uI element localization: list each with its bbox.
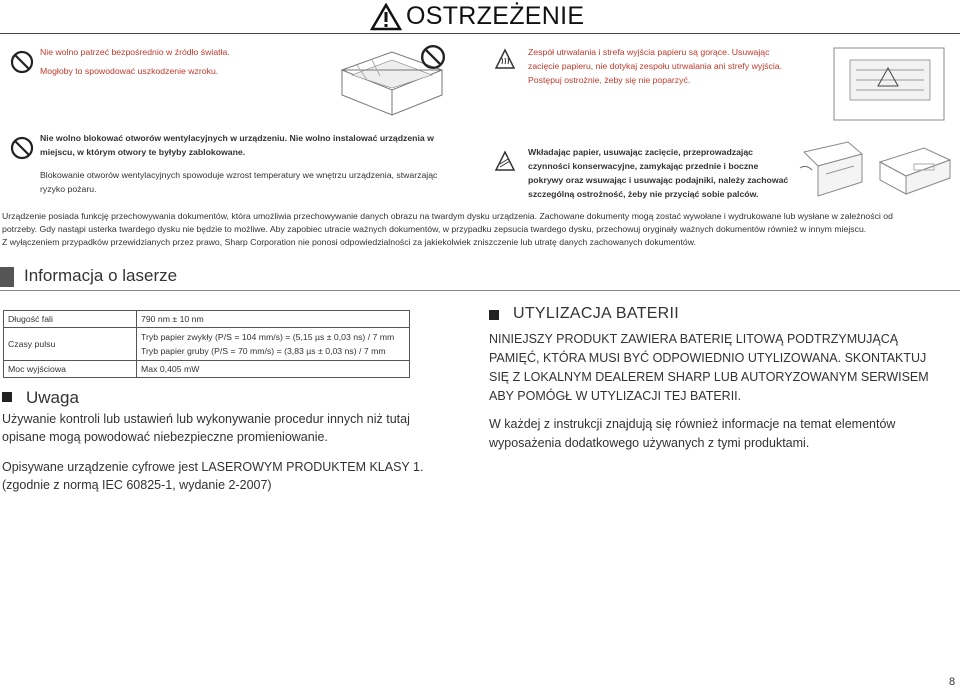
warning-hot-fusing [528, 45, 828, 87]
page-header [0, 0, 960, 34]
hot-surface-icon [494, 48, 516, 70]
hdd-notice-line2: potrzeby. Gdy nastąpi usterka twardego dysku nie będzie to możliwe. Aby zapobiec utracie ważnych dokumentów, w przypadku zepsucia twardego dysku, przechowuj oryginały ważnych dokumentów również w innym miejscu. [2, 224, 867, 234]
laser-spec-table [3, 310, 410, 378]
bullet-square-icon [489, 310, 499, 320]
battery-info-text: W każdej z instrukcji znajdują się również informacje na temat elementów wyposażenia dodatkowego używanych z tymi produktami. [489, 417, 896, 450]
caution-title: Uwaga [26, 388, 79, 407]
warning-hot-line3: Postępuj ostrożnie, żeby się nie poparzyć. [528, 75, 691, 85]
hdd-notice-line3: Z wyłączeniem przypadków przewidzianych przez prawo, Sharp Corporation nie ponosi odpowiedzialności za jakiekolwiek zniszczenie lub utratę danych zachowanych dokumentów. [2, 237, 696, 247]
pinch-hazard-icon [494, 150, 516, 172]
battery-title: UTYLIZACJA BATERII [513, 305, 680, 322]
warning-fingers-line1: Wkładając papier, usuwając zacięcie, przeprowadzając [528, 147, 754, 157]
warning-ventilation [40, 131, 480, 196]
warning-vent-line4: ryzyko pożaru. [40, 184, 97, 194]
warning-fingers-line4: szczególną ostrożność, żeby nie przyciąć sobie palców. [528, 189, 759, 199]
warning-light-source [40, 45, 280, 78]
warning-light-line1: Nie wolno patrzeć bezpośrednio w źródło światła. [40, 47, 230, 57]
pulse-heavy-paper: Tryb papier gruby (P/S = 70 mm/s) = (3,83 µs ± 0,03 ns) / 7 mm [141, 346, 386, 356]
laser-class-line1: Opisywane urządzenie cyfrowe jest LASEROWYM PRODUKTEM KLASY 1. [2, 460, 424, 474]
table-cell-label: Długość fali [4, 311, 137, 328]
warning-fingers-line2: czynności konserwacyjne, zamykając przednie i boczne [528, 161, 759, 171]
fusing-unit-illustration [826, 40, 956, 128]
warning-hot-line1: Zespół utrwalania i strefa wyjścia papieru są gorące. Usuwając [528, 47, 770, 57]
laser-class-statement [2, 458, 482, 494]
table-cell-value [137, 328, 410, 361]
section-rule [0, 290, 960, 291]
section-marker [0, 267, 14, 287]
laser-section-title: Informacja o laserze [24, 266, 178, 285]
warning-vent-line3: Blokowanie otworów wentylacyjnych spowoduje wzrost temperatury we wnętrzu urządzenia, stwarzając [40, 170, 438, 180]
table-cell-label: Moc wyjściowa [4, 361, 137, 378]
page-number: 8 [949, 676, 956, 688]
caution-text: Używanie kontroli lub ustawień lub wykonywanie procedur innych niż tutaj opisane mogą powodować niebezpieczne promieniowanie. [2, 412, 410, 444]
battery-disposal-text: NINIEJSZY PRODUKT ZAWIERA BATERIĘ LITOWĄ PODTRZYMUJĄCĄ PAMIĘĆ, KTÓRA MUSI BYĆ ODPOWIEDNIO UTYLIZOWANA. SKONTAKTUJ SIĘ Z LOKALNYM DEALEREM SHARP LUB AUTORYZOWANYM SERWISEM ABY POMÓGŁ W UTYLIZACJI TEJ BATERII. [489, 332, 929, 403]
warning-vent-line2: miejscu, w którym otwory te byłyby zablokowane. [40, 147, 246, 157]
warning-vent-line1: Nie wolno blokować otworów wentylacyjnych w urządzeniu. Nie wolno instalować urządzenia w [40, 133, 434, 143]
table-cell-value: Max 0,405 mW [137, 361, 410, 378]
hdd-notice-line1: Urządzenie posiada funkcję przechowywania dokumentów, która umożliwia przechowywanie danych obrazu na twardym dysku urządzenia. Zachowane dokumenty mogą zostać wywołane i wydrukowane lub wysłane w zależności od [2, 211, 893, 221]
prohibition-icon [10, 50, 34, 74]
front-cover-illustration [796, 138, 868, 202]
prohibition-icon [10, 136, 34, 160]
warning-light-line2: Mogłoby to spowodować uszkodzenie wzroku. [40, 66, 219, 76]
page-title: OSTRZEŻENIE [406, 2, 585, 30]
pulse-plain-paper: Tryb papier zwykły (P/S = 104 mm/s) = (5,15 µs ± 0,03 ns) / 7 mm [141, 332, 395, 342]
laser-class-line2: (zgodnie z normą IEC 60825-1, wydanie 2-2007) [2, 478, 272, 492]
table-cell-value: 790 nm ± 10 nm [137, 311, 410, 328]
warning-fingers-line3: pokrywy oraz wsuwając i usuwając podajniki, należy zachować [528, 175, 789, 185]
warning-triangle-icon [370, 3, 402, 31]
table-row [4, 361, 410, 378]
bullet-square-icon [2, 392, 12, 402]
warning-hot-line2: zacięcie papieru, nie dotykaj zespołu utrwalania ani strefy wyjścia. [528, 61, 782, 71]
table-row [4, 328, 410, 361]
warning-fingers [528, 145, 798, 201]
prohibition-icon [420, 44, 446, 70]
table-cell-label: Czasy pulsu [4, 328, 137, 361]
paper-tray-illustration [874, 138, 956, 202]
hdd-notice [2, 210, 952, 249]
table-row [4, 311, 410, 328]
header-rule [0, 33, 960, 34]
